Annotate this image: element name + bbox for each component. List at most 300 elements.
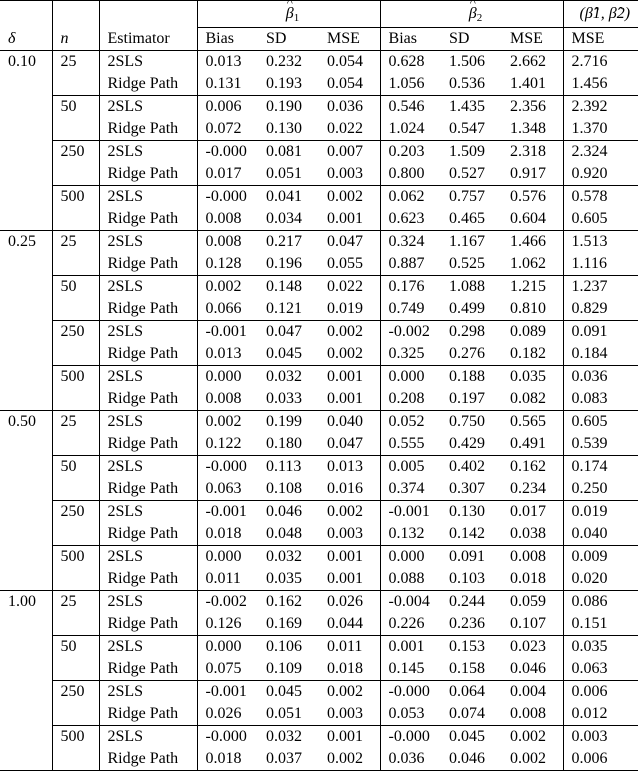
beta1-sd-cell: 0.045 — [258, 681, 319, 704]
joint-mse-cell: 0.578 — [563, 186, 638, 209]
beta1-bias-cell: -0.000 — [197, 186, 258, 209]
beta1-sd-cell: 0.180 — [266, 435, 302, 452]
estimator-name: 2SLS — [99, 186, 197, 209]
beta2-mse-cell: 0.017 — [502, 501, 563, 524]
beta2-bias-cell: 0.203 — [380, 141, 441, 164]
beta2-sd-cell: 0.402 — [441, 456, 502, 479]
estimator-name: Ridge Path — [99, 73, 197, 96]
joint-mse-cell: 0.003 — [563, 726, 638, 749]
beta2-bias-cell: 0.005 — [380, 456, 441, 479]
estimator-name: Ridge Path — [99, 163, 197, 186]
estimator-name: Ridge Path — [99, 388, 197, 411]
beta1-mse-cell: 0.001 — [319, 388, 380, 411]
joint-mse-cell: 0.040 — [571, 525, 608, 542]
beta2-sd-cell: 0.244 — [441, 591, 502, 614]
beta1-sd-cell: 0.232 — [266, 53, 302, 70]
joint-mse-cell: 0.250 — [571, 480, 608, 497]
beta2-mse-cell: 1.466 — [502, 231, 563, 254]
beta1-mse-cell: 0.016 — [319, 478, 380, 501]
beta2-bias-cell: 1.024 — [388, 120, 425, 137]
beta2-mse-cell: 1.215 — [502, 276, 563, 299]
estimator-name: Ridge Path — [99, 568, 197, 591]
joint-symbol: (β̂1, β̂2) — [579, 5, 631, 22]
beta1-sd-cell: 0.033 — [266, 390, 302, 407]
joint-group-header — [563, 1, 638, 28]
joint-mse-cell: 2.324 — [563, 141, 638, 164]
beta1-sd-cell: 0.041 — [258, 186, 319, 209]
estimator-name: 2SLS — [99, 681, 197, 704]
beta1-mse-cell: 0.047 — [319, 433, 380, 456]
joint-mse-cell: 0.063 — [571, 660, 608, 677]
beta1-mse-cell: 0.026 — [319, 591, 380, 614]
joint-mse-cell: 1.116 — [571, 255, 607, 272]
beta1-mse-cell: 0.040 — [319, 411, 380, 434]
n-value: 25 — [52, 411, 99, 456]
beta2-bias-cell: 0.325 — [388, 345, 425, 362]
beta2-sd-cell: 0.429 — [449, 435, 486, 452]
beta1-mse-cell: 0.022 — [319, 118, 380, 141]
beta2-bias-cell: 0.324 — [380, 231, 441, 254]
beta1-sd-cell: 0.032 — [258, 546, 319, 569]
estimator-name: Ridge Path — [99, 433, 197, 456]
n-value: 25 — [52, 51, 99, 96]
beta1-sd-cell: 0.032 — [258, 726, 319, 749]
beta2-sd-cell: 0.153 — [441, 636, 502, 659]
beta2-mse-cell: 0.082 — [502, 388, 563, 411]
beta2-sd-cell: 0.142 — [449, 525, 486, 542]
beta2-sd-cell: 1.088 — [441, 276, 502, 299]
beta2-bias-cell: 0.052 — [380, 411, 441, 434]
beta1-mse-cell: 0.001 — [319, 208, 380, 231]
estimator-name: 2SLS — [99, 141, 197, 164]
beta2-mse-cell: 0.917 — [502, 163, 563, 186]
beta2-bias-cell: 0.000 — [380, 546, 441, 569]
beta1-sd-cell: 0.046 — [258, 501, 319, 524]
beta2-sd-cell: 0.757 — [441, 186, 502, 209]
results-body — [0, 51, 638, 771]
beta2-mse-cell: 2.662 — [502, 51, 563, 74]
beta2-mse-cell: 0.810 — [502, 298, 563, 321]
n-value: 500 — [52, 546, 99, 591]
beta1-bias-cell: 0.066 — [205, 300, 242, 317]
beta1-bias-cell: -0.001 — [197, 681, 258, 704]
estimator-name: 2SLS — [99, 321, 197, 344]
beta1-sd-cell: 0.051 — [266, 165, 302, 182]
delta-header: δ — [0, 28, 52, 51]
beta2-mse-cell: 0.008 — [502, 703, 563, 726]
table-row — [0, 231, 638, 254]
beta1-bias-cell: 0.011 — [205, 570, 241, 587]
beta1-sd-cell: 0.190 — [258, 96, 319, 119]
beta1-sd-cell: 0.037 — [266, 750, 302, 767]
estimator-name: 2SLS — [99, 456, 197, 479]
beta2-bias-cell: -0.000 — [380, 681, 441, 704]
beta1-sd-cell: 0.113 — [258, 456, 319, 479]
beta1-mse-cell: 0.002 — [319, 748, 380, 771]
beta2-mse-header: MSE — [502, 28, 563, 51]
beta2-sd-cell: 0.499 — [449, 300, 486, 317]
table-row — [0, 186, 638, 209]
beta2-sd-cell: 1.167 — [441, 231, 502, 254]
n-value: 25 — [52, 231, 99, 276]
beta1-mse-cell: 0.055 — [319, 253, 380, 276]
n-value: 25 — [52, 591, 99, 636]
beta2-sd-cell: 0.103 — [449, 570, 486, 587]
beta1-mse-cell: 0.013 — [319, 456, 380, 479]
beta1-mse-cell: 0.018 — [319, 658, 380, 681]
n-value: 500 — [52, 366, 99, 411]
beta1-bias-cell: 0.000 — [197, 636, 258, 659]
beta2-bias-cell: -0.002 — [380, 321, 441, 344]
n-value: 250 — [52, 321, 99, 366]
estimator-name: 2SLS — [99, 411, 197, 434]
beta1-bias-header: Bias — [197, 28, 258, 51]
beta1-sd-cell: 0.047 — [258, 321, 319, 344]
beta1-bias-cell: 0.000 — [197, 546, 258, 569]
n-value: 50 — [52, 276, 99, 321]
beta1-mse-header: MSE — [319, 28, 380, 51]
beta2-sd-cell: 0.045 — [441, 726, 502, 749]
beta2-mse-cell: 0.002 — [502, 748, 563, 771]
table-row — [0, 141, 638, 164]
n-value: 50 — [52, 456, 99, 501]
beta2-bias-cell: 0.555 — [388, 435, 425, 452]
beta1-bias-cell: 0.008 — [205, 390, 242, 407]
joint-mse-cell: 1.237 — [563, 276, 638, 299]
beta2-mse-cell: 0.002 — [502, 726, 563, 749]
beta2-bias-cell: 0.546 — [380, 96, 441, 119]
estimator-header: Estimator — [99, 28, 197, 51]
beta2-mse-cell: 0.182 — [502, 343, 563, 366]
beta1-mse-cell: 0.002 — [319, 681, 380, 704]
table-row — [0, 726, 638, 749]
beta1-bias-cell: 0.008 — [197, 231, 258, 254]
estimator-name: 2SLS — [99, 366, 197, 389]
beta1-mse-cell: 0.007 — [319, 141, 380, 164]
beta1-sd-cell: 0.109 — [266, 660, 302, 677]
beta2-bias-cell: 0.628 — [388, 53, 425, 70]
beta2-bias-cell: 0.887 — [388, 255, 425, 272]
beta1-mse-cell: 0.003 — [319, 163, 380, 186]
beta1-bias-cell: -0.000 — [197, 456, 258, 479]
beta1-mse-cell: 0.003 — [319, 523, 380, 546]
beta1-mse-cell: 0.001 — [319, 366, 380, 389]
joint-mse-cell: 0.009 — [563, 546, 638, 569]
beta1-bias-cell: 0.002 — [197, 276, 258, 299]
header-row-columns — [0, 28, 638, 51]
beta1-sd-cell: 0.045 — [266, 345, 302, 362]
joint-mse-cell: 0.086 — [563, 591, 638, 614]
table-row — [0, 276, 638, 299]
estimator-name: 2SLS — [99, 501, 197, 524]
beta1-sd-cell: 0.035 — [266, 570, 302, 587]
beta1-bias-cell: 0.006 — [197, 96, 258, 119]
beta1-mse-cell: 0.001 — [319, 546, 380, 569]
beta1-bias-cell: 0.017 — [205, 165, 242, 182]
estimator-name: Ridge Path — [99, 298, 197, 321]
joint-mse-cell: 1.456 — [571, 75, 608, 92]
beta1-mse-cell: 0.054 — [319, 73, 380, 96]
beta2-mse-cell: 2.318 — [502, 141, 563, 164]
joint-mse-cell: 0.174 — [563, 456, 638, 479]
beta1-bias-cell: 0.002 — [197, 411, 258, 434]
beta2-mse-cell: 0.565 — [502, 411, 563, 434]
joint-mse-cell: 0.829 — [571, 300, 608, 317]
joint-mse-header: MSE — [563, 28, 638, 51]
beta1-mse-cell: 0.022 — [319, 276, 380, 299]
beta2-mse-cell: 1.062 — [502, 253, 563, 276]
table-row — [0, 411, 638, 434]
beta2-mse-cell: 1.401 — [502, 73, 563, 96]
beta1-sd-cell: 0.217 — [258, 231, 319, 254]
beta2-mse-cell: 0.491 — [502, 433, 563, 456]
beta2-mse-cell: 0.604 — [502, 208, 563, 231]
beta2-sd-cell: 0.536 — [449, 75, 486, 92]
beta2-sd-cell: 0.527 — [449, 165, 486, 182]
delta-value: 0.50 — [0, 411, 52, 591]
estimator-name: 2SLS — [99, 546, 197, 569]
beta2-mse-cell: 1.348 — [502, 118, 563, 141]
joint-mse-cell: 0.920 — [571, 165, 608, 182]
beta2-sd-cell: 0.465 — [449, 210, 486, 227]
beta2-sd-cell: 0.046 — [449, 750, 486, 767]
beta1-sd-cell: 0.196 — [266, 255, 302, 272]
beta2-bias-cell: 0.176 — [380, 276, 441, 299]
beta2-sd-cell: 1.435 — [441, 96, 502, 119]
beta2-subscript: 2 — [476, 12, 483, 24]
estimator-name: Ridge Path — [99, 613, 197, 636]
joint-mse-cell: 0.006 — [563, 681, 638, 704]
beta1-bias-cell: 0.018 — [205, 750, 242, 767]
table-row — [0, 546, 638, 569]
joint-mse-cell: 2.716 — [571, 53, 608, 70]
beta1-bias-cell: 0.122 — [205, 435, 242, 452]
beta1-sd-cell: 0.169 — [266, 615, 302, 632]
n-value: 250 — [52, 681, 99, 726]
beta2-mse-cell: 0.008 — [502, 546, 563, 569]
estimator-name: Ridge Path — [99, 208, 197, 231]
beta1-mse-cell: 0.019 — [319, 298, 380, 321]
beta1-bias-cell: 0.126 — [205, 615, 242, 632]
beta2-mse-cell: 0.038 — [502, 523, 563, 546]
header-row-groups — [0, 1, 638, 28]
estimator-name: Ridge Path — [99, 118, 197, 141]
beta1-mse-cell: 0.002 — [319, 321, 380, 344]
beta1-mse-cell: 0.011 — [319, 636, 380, 659]
beta1-mse-cell: 0.003 — [319, 703, 380, 726]
beta1-sd-cell: 0.162 — [258, 591, 319, 614]
beta1-sd-cell: 0.148 — [258, 276, 319, 299]
n-header: n — [52, 28, 99, 51]
beta2-bias-cell: 0.062 — [380, 186, 441, 209]
beta2-sd-cell: 0.074 — [449, 705, 486, 722]
joint-mse-cell: 1.513 — [563, 231, 638, 254]
estimator-name: 2SLS — [99, 726, 197, 749]
beta2-bias-cell: 0.208 — [388, 390, 425, 407]
n-value: 250 — [52, 501, 99, 546]
beta2-sd-cell: 0.547 — [449, 120, 486, 137]
beta2-mse-cell: 0.046 — [502, 658, 563, 681]
estimator-name: Ridge Path — [99, 523, 197, 546]
joint-mse-cell: 0.091 — [563, 321, 638, 344]
beta2-sd-cell: 1.506 — [449, 53, 486, 70]
beta2-bias-cell: -0.001 — [380, 501, 441, 524]
beta2-sd-cell: 0.525 — [449, 255, 486, 272]
beta2-sd-cell: 0.188 — [441, 366, 502, 389]
beta2-bias-cell: 0.000 — [380, 366, 441, 389]
beta1-sd-cell: 0.048 — [266, 525, 302, 542]
joint-mse-cell: 0.083 — [571, 390, 608, 407]
beta1-sd-cell: 0.051 — [266, 705, 302, 722]
beta1-bias-cell: -0.000 — [197, 141, 258, 164]
beta2-mse-cell: 0.035 — [502, 366, 563, 389]
estimator-name: Ridge Path — [99, 253, 197, 276]
beta2-sd-cell: 0.158 — [449, 660, 486, 677]
beta2-bias-cell: 1.056 — [388, 75, 425, 92]
joint-mse-cell: 0.006 — [571, 750, 608, 767]
n-value: 250 — [52, 141, 99, 186]
beta1-subscript: 1 — [293, 12, 300, 24]
beta1-sd-cell: 0.081 — [258, 141, 319, 164]
beta2-mse-cell: 0.107 — [502, 613, 563, 636]
estimator-name: Ridge Path — [99, 748, 197, 771]
beta2-bias-cell: -0.000 — [380, 726, 441, 749]
beta1-bias-cell: 0.008 — [205, 210, 242, 227]
joint-mse-cell: 2.392 — [563, 96, 638, 119]
beta1-bias-cell: -0.000 — [197, 726, 258, 749]
beta1-sd-cell: 0.032 — [258, 366, 319, 389]
beta2-bias-cell: -0.004 — [380, 591, 441, 614]
table-row — [0, 501, 638, 524]
beta2-sd-cell: 0.298 — [441, 321, 502, 344]
beta1-sd-cell: 0.106 — [258, 636, 319, 659]
beta1-sd-cell: 0.121 — [266, 300, 302, 317]
estimator-name: 2SLS — [99, 591, 197, 614]
joint-mse-cell: 0.035 — [563, 636, 638, 659]
beta1-symbol: ^ β — [286, 1, 294, 27]
beta2-mse-cell: 0.023 — [502, 636, 563, 659]
beta1-sd-cell: 0.130 — [266, 120, 302, 137]
beta1-mse-cell: 0.054 — [319, 51, 380, 74]
table-row — [0, 96, 638, 119]
beta2-symbol: ^ β — [469, 1, 477, 27]
table-row — [0, 681, 638, 704]
beta2-mse-cell: 0.234 — [502, 478, 563, 501]
estimator-name: Ridge Path — [99, 658, 197, 681]
joint-mse-cell: 0.036 — [563, 366, 638, 389]
estimator-name: 2SLS — [99, 276, 197, 299]
table-row — [0, 51, 638, 74]
beta1-bias-cell: -0.001 — [197, 321, 258, 344]
estimator-name: Ridge Path — [99, 478, 197, 501]
beta2-bias-cell: 0.088 — [388, 570, 425, 587]
table-row — [0, 366, 638, 389]
n-value: 500 — [52, 726, 99, 771]
estimator-name: 2SLS — [99, 96, 197, 119]
beta2-bias-header: Bias — [380, 28, 441, 51]
joint-mse-cell: 0.019 — [563, 501, 638, 524]
joint-mse-cell: 0.605 — [571, 210, 608, 227]
joint-mse-cell: 0.184 — [571, 345, 608, 362]
beta1-bias-cell: 0.013 — [205, 345, 242, 362]
beta1-sd-cell: 0.034 — [266, 210, 302, 227]
joint-mse-cell: 1.370 — [571, 120, 608, 137]
beta1-mse-cell: 0.044 — [319, 613, 380, 636]
estimator-name: Ridge Path — [99, 703, 197, 726]
beta2-sd-cell: 0.276 — [449, 345, 486, 362]
beta2-sd-cell: 0.130 — [441, 501, 502, 524]
n-value: 50 — [52, 96, 99, 141]
beta2-sd-cell: 0.307 — [449, 480, 486, 497]
beta1-mse-cell: 0.001 — [319, 726, 380, 749]
beta1-bias-cell: 0.026 — [205, 705, 242, 722]
beta1-bias-cell: 0.018 — [205, 525, 242, 542]
beta1-bias-cell: -0.001 — [197, 501, 258, 524]
beta1-sd-header: SD — [258, 28, 319, 51]
beta2-bias-cell: 0.053 — [388, 705, 425, 722]
beta2-bias-cell: 0.800 — [388, 165, 425, 182]
joint-mse-cell: 0.020 — [571, 570, 608, 587]
beta2-bias-cell: 0.001 — [380, 636, 441, 659]
n-value: 50 — [52, 636, 99, 681]
beta2-sd-cell: 1.509 — [441, 141, 502, 164]
estimator-name: 2SLS — [99, 51, 197, 74]
table-row — [0, 321, 638, 344]
beta1-bias-cell: 0.072 — [205, 120, 242, 137]
beta1-group-header — [197, 1, 380, 28]
beta1-sd-cell: 0.108 — [266, 480, 302, 497]
beta2-mse-cell: 0.004 — [502, 681, 563, 704]
joint-mse-cell: 0.012 — [571, 705, 608, 722]
table-row — [0, 636, 638, 659]
beta2-bias-cell: 0.036 — [388, 750, 425, 767]
beta1-bias-cell: 0.128 — [205, 255, 242, 272]
beta2-bias-cell: 0.623 — [388, 210, 425, 227]
beta1-mse-cell: 0.047 — [319, 231, 380, 254]
beta1-sd-cell: 0.199 — [258, 411, 319, 434]
beta2-sd-cell: 0.064 — [441, 681, 502, 704]
beta2-bias-cell: 0.132 — [388, 525, 425, 542]
beta1-mse-cell: 0.001 — [319, 568, 380, 591]
beta2-mse-cell: 0.059 — [502, 591, 563, 614]
n-value: 500 — [52, 186, 99, 231]
delta-value: 0.10 — [0, 51, 52, 231]
beta1-bias-cell: 0.013 — [205, 53, 242, 70]
estimator-name: Ridge Path — [99, 343, 197, 366]
estimator-name: 2SLS — [99, 636, 197, 659]
beta2-mse-cell: 2.356 — [502, 96, 563, 119]
beta2-bias-cell: 0.374 — [388, 480, 425, 497]
table-row — [0, 456, 638, 479]
joint-mse-cell: 0.151 — [571, 615, 608, 632]
beta2-sd-cell: 0.750 — [441, 411, 502, 434]
beta2-mse-cell: 0.162 — [502, 456, 563, 479]
beta1-bias-cell: 0.063 — [205, 480, 242, 497]
beta2-mse-cell: 0.576 — [502, 186, 563, 209]
joint-mse-cell: 0.539 — [571, 435, 608, 452]
estimator-name: 2SLS — [99, 231, 197, 254]
beta2-sd-cell: 0.197 — [449, 390, 486, 407]
beta2-group-header — [380, 1, 563, 28]
beta2-bias-cell: 0.145 — [388, 660, 425, 677]
beta1-mse-cell: 0.036 — [319, 96, 380, 119]
beta2-bias-cell: 0.749 — [388, 300, 425, 317]
beta2-mse-cell: 0.018 — [502, 568, 563, 591]
beta2-sd-cell: 0.091 — [441, 546, 502, 569]
beta2-bias-cell: 0.226 — [388, 615, 425, 632]
beta1-mse-cell: 0.002 — [319, 343, 380, 366]
beta1-bias-cell: 0.000 — [197, 366, 258, 389]
